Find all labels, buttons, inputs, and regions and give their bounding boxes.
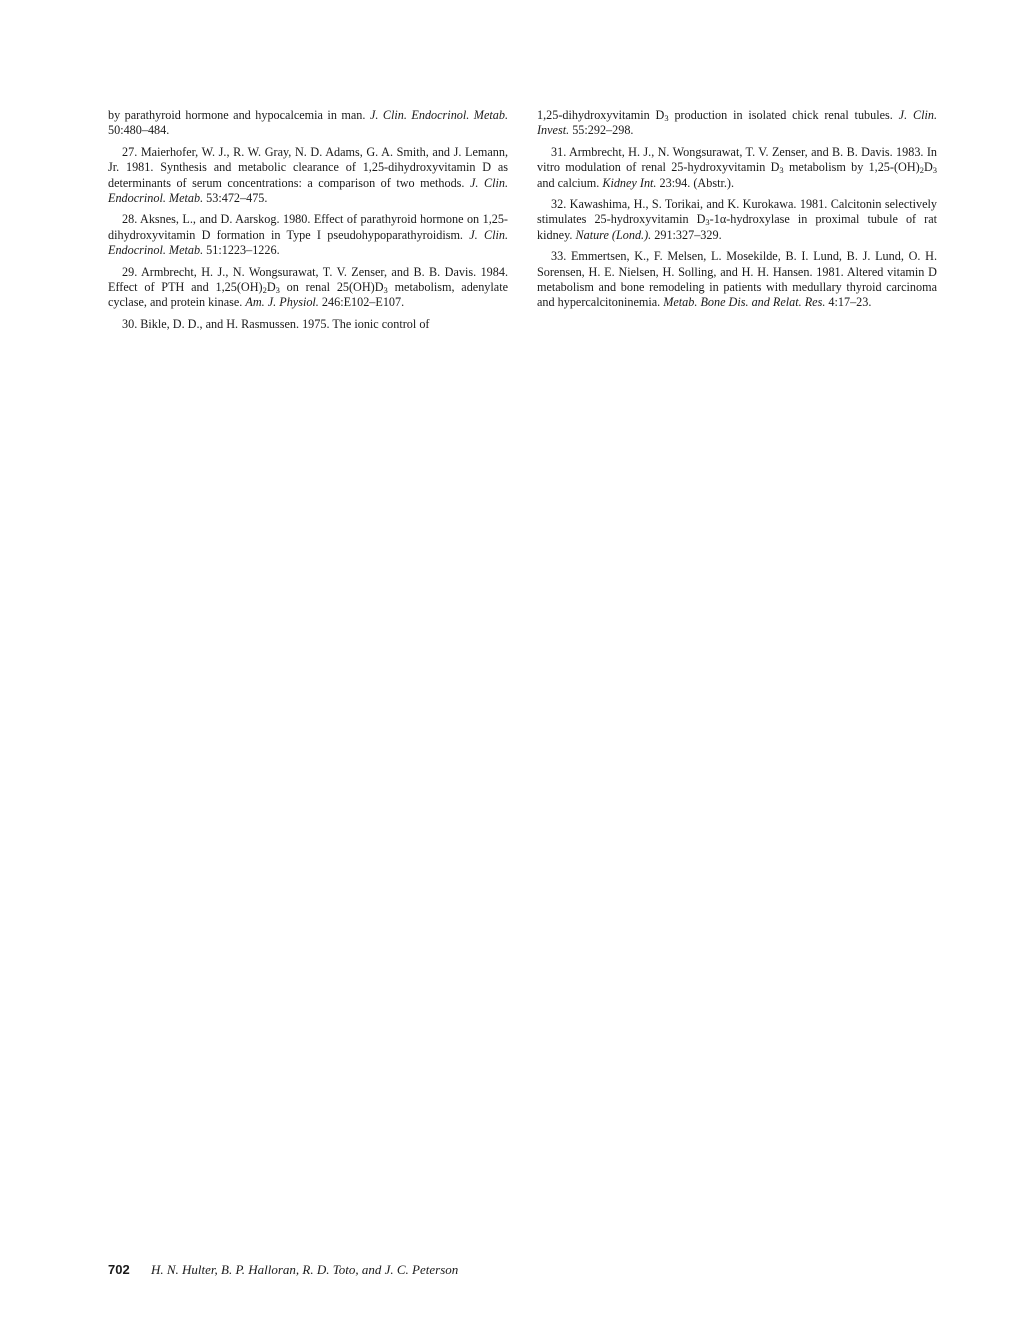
subscript: 2 <box>262 285 267 296</box>
journal-title: J. Clin. Invest. <box>537 108 937 138</box>
journal-title: J. Clin. Endocrinol. Metab. <box>369 108 508 122</box>
reference-text: 27. Maierhofer, W. J., R. W. Gray, N. D. Adams, G. A. Smith, and J. Lemann, Jr. 1981. Synthesis and metabolic clearance of 1,25-dihydroxyvitamin D as determinants of serum concentrations: a comparison of two methods. <box>108 144 508 190</box>
subscript: 3 <box>932 165 937 176</box>
subscript: 3 <box>705 217 710 228</box>
reference-text: on renal 25(OH)D <box>279 280 384 295</box>
page-number: 702 <box>108 1262 130 1277</box>
reference-ref-cont-26 <box>108 108 508 139</box>
reference-ref-32 <box>537 197 937 243</box>
subscript: 2 <box>919 165 924 176</box>
subscript: 3 <box>383 285 388 296</box>
reference-text: by parathyroid hormone and hypocalcemia in man. <box>108 108 370 122</box>
reference-text: 51:1223–1226. <box>203 243 280 258</box>
reference-ref-28 <box>108 212 508 258</box>
reference-text: 4:17–23. <box>825 295 872 310</box>
reference-ref-31 <box>537 145 937 191</box>
reference-ref-27 <box>108 145 508 207</box>
journal-title: Am. J. Physiol. <box>245 295 319 310</box>
reference-text: 246:E102–E107. <box>318 295 405 310</box>
subscript: 3 <box>275 285 280 296</box>
reference-text: 32. Kawashima, H., S. Torikai, and K. Kurokawa. 1981. Calcitonin selectively stimulates 25-hydroxyvitamin D <box>537 197 937 227</box>
reference-text: 1,25-dihydroxyvitamin D <box>537 108 665 122</box>
subscript: 3 <box>779 165 784 176</box>
reference-text: metabolism by 1,25-(OH) <box>783 160 920 175</box>
reference-text: 53:472–475. <box>203 191 268 206</box>
reference-text: 29. Armbrecht, H. J., N. Wongsurawat, T. V. Zenser, and B. B. Davis. 1984. Effect of PTH and 1,25(OH) <box>108 264 508 295</box>
reference-text: 30. Bikle, D. D., and H. Rasmussen. 1975. The ionic control of <box>122 316 430 331</box>
running-authors: H. N. Hulter, B. P. Halloran, R. D. Toto, and J. C. Peterson <box>150 1262 459 1277</box>
reference-text: D <box>923 160 933 175</box>
reference-text: 31. Armbrecht, H. J., N. Wongsurawat, T. V. Zenser, and B. B. Davis. 1983. In vitro modulation of renal 25-hydroxyvitamin D <box>537 144 937 175</box>
reference-ref-cont-30 <box>537 108 937 139</box>
reference-text: 33. Emmertsen, K., F. Melsen, L. Mosekilde, B. I. Lund, B. J. Lund, O. H. Sorensen, H. E. Nielsen, H. Solling, and H. H. Hansen. 1981. Altered vitamin D metabolism and bone remodeling in patients with medullary thyroid carcinoma and hypercalcitoninemia. <box>537 249 937 310</box>
reference-text: 28. Aksnes, L., and D. Aarskog. 1980. Effect of parathyroid hormone on 1,25-dihydroxyvitamin D formation in Type I pseudohypoparathyroidism. <box>108 212 508 242</box>
reference-text: 23:94. (Abstr.). <box>656 175 734 190</box>
right-column <box>537 108 937 317</box>
reference-text: D <box>266 280 276 295</box>
subscript: 3 <box>664 113 669 123</box>
reference-text: 55:292–298. <box>569 123 634 138</box>
reference-text: 50:480–484. <box>108 123 170 138</box>
reference-ref-29 <box>108 265 508 311</box>
reference-text: and calcium. <box>537 175 603 190</box>
reference-ref-30 <box>108 317 508 332</box>
reference-text: production in isolated chick renal tubules. <box>668 108 899 122</box>
journal-title: J. Clin. Endocrinol. Metab. <box>108 175 509 206</box>
left-column <box>108 108 508 338</box>
reference-ref-33 <box>537 249 937 311</box>
journal-title: Metab. Bone Dis. and Relat. Res. <box>663 295 826 310</box>
reference-text: -1α-hydroxylase in proximal tubule of rat kidney. <box>537 212 937 242</box>
journal-title: Nature (Lond.). <box>575 227 652 242</box>
reference-text: 291:327–329. <box>651 227 722 242</box>
page-footer <box>108 1262 458 1278</box>
journal-title: J. Clin. Endocrinol. Metab. <box>108 227 508 258</box>
reference-text: metabolism, adenylate cyclase, and protein kinase. <box>108 280 508 310</box>
journal-title: Kidney Int. <box>602 175 657 190</box>
